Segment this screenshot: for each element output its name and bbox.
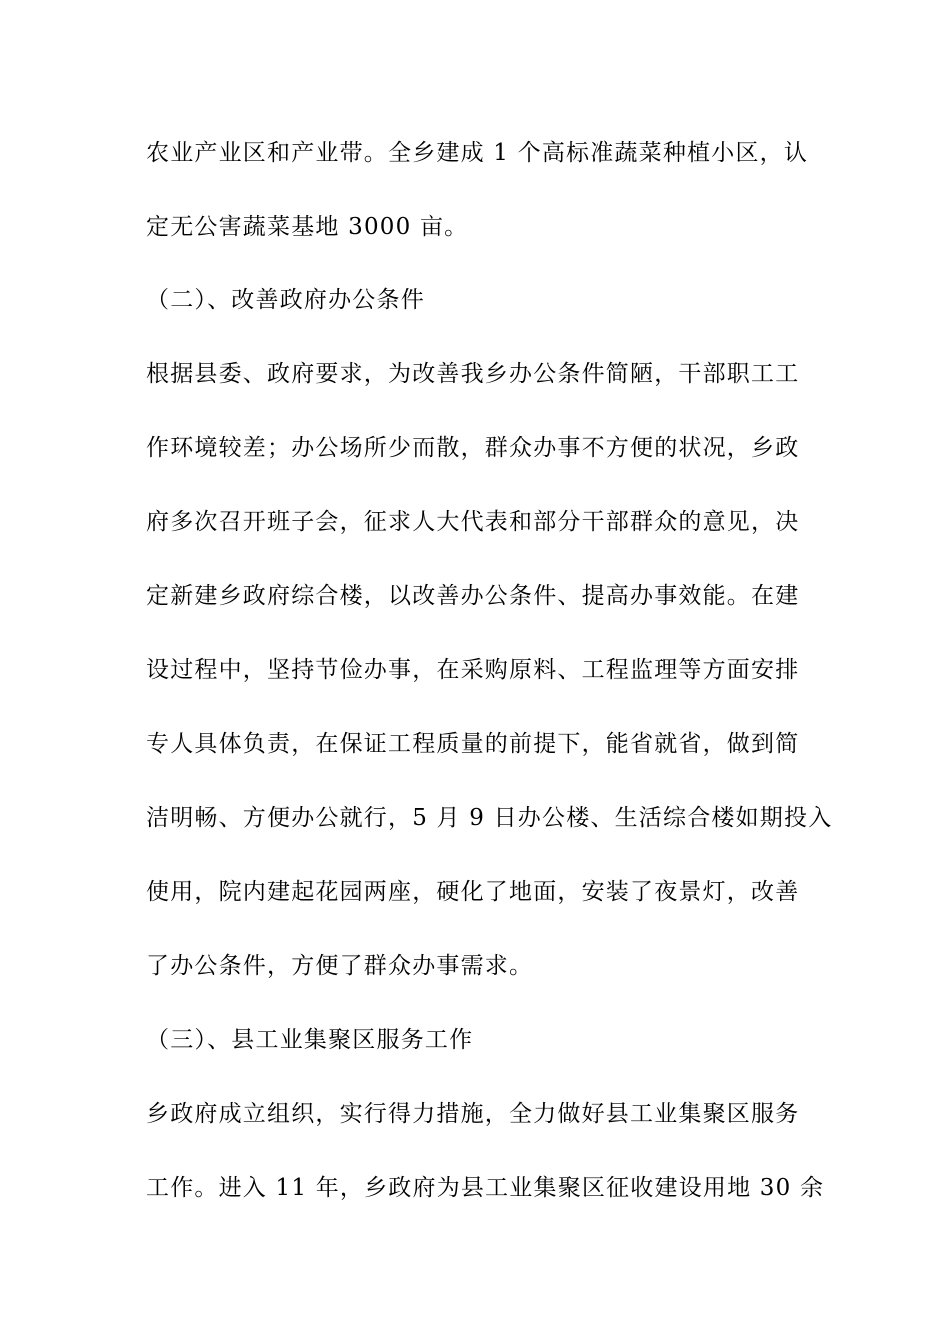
paragraph-line: 农业产业区和产业带。全乡建成 1 个高标准蔬菜种植小区，认 [146,140,809,166]
paragraph-line: 了办公条件，方便了群众办事需求。 [146,953,534,979]
paragraph-line: 定无公害蔬菜基地 3000 亩。 [146,214,469,240]
paragraph-line: 乡政府成立组织，实行得力措施，全力做好县工业集聚区服务 [146,1101,800,1127]
paragraph-line: 工作。进入 11 年，乡政府为县工业集聚区征收建设用地 30 余 [146,1175,825,1201]
paragraph-line: 设过程中，坚持节俭办事，在采购原料、工程监理等方面安排 [146,657,800,683]
paragraph-line: 作环境较差；办公场所少而散，群众办事不方便的状况，乡政 [146,435,800,461]
paragraph-line: 府多次召开班子会，征求人大代表和部分干部群众的意见，决 [146,509,800,535]
paragraph-line: 使用，院内建起花园两座，硬化了地面，安装了夜景灯，改善 [146,879,800,905]
paragraph-line: 根据县委、政府要求，为改善我乡办公条件简陋，干部职工工 [146,361,800,387]
paragraph-line: 洁明畅、方便办公就行，5 月 9 日办公楼、生活综合楼如期投入 [146,805,833,831]
paragraph-line: 定新建乡政府综合楼，以改善办公条件、提高办事效能。在建 [146,583,800,609]
section-heading: （二）、改善政府办公条件 [146,287,425,313]
paragraph-line: 专人具体负责，在保证工程质量的前提下，能省就省，做到简 [146,731,800,757]
section-heading: （三）、县工业集聚区服务工作 [146,1027,474,1053]
